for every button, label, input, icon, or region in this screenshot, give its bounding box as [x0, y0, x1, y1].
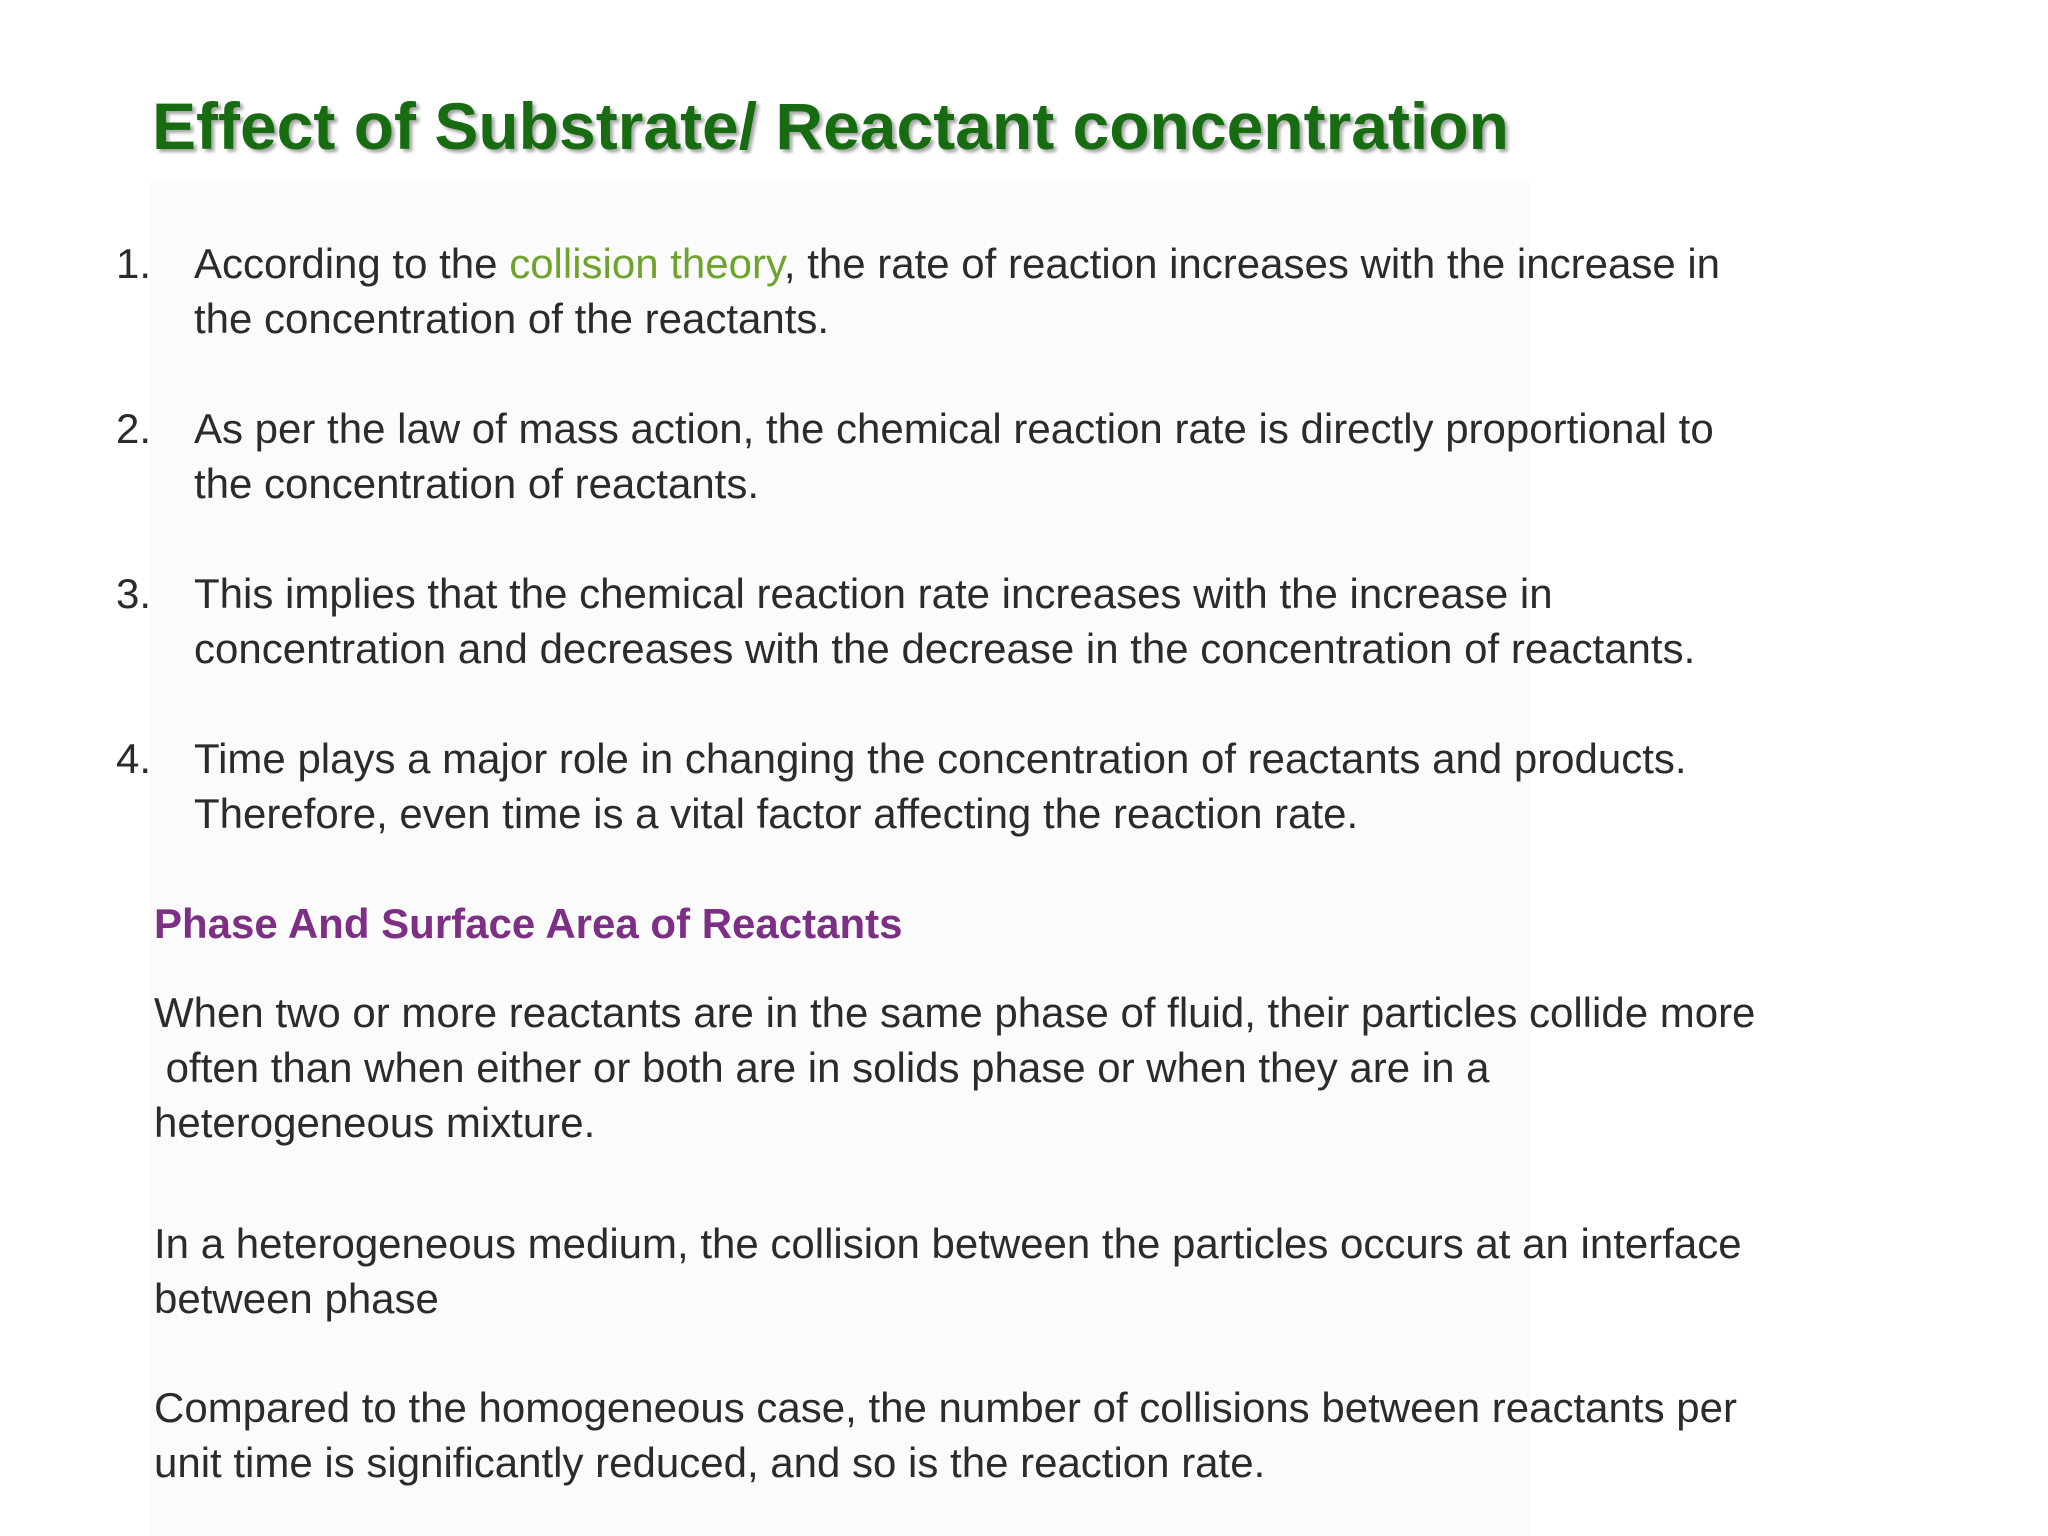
list-text: According to the	[194, 240, 510, 287]
list-item	[112, 731, 1912, 841]
paragraph-line: Compared to the homogeneous case, the number of collisions between reactants per	[154, 1384, 1737, 1431]
paragraph-line: often than when either or both are in solids phase or when they are in a	[154, 1044, 1490, 1091]
paragraph-line: In a heterogeneous medium, the collision between the particles occurs at an interface	[154, 1220, 1742, 1267]
numbered-list	[112, 236, 1912, 896]
list-item	[112, 236, 1912, 346]
paragraph	[154, 1380, 1974, 1490]
paragraph	[154, 985, 1974, 1150]
list-item-line: concentration and decreases with the decrease in the concentration of reactants.	[194, 625, 1696, 672]
list-number: 1.	[116, 240, 152, 287]
list-item-line: This implies that the chemical reaction rate increases with the increase in	[194, 570, 1553, 617]
paragraph-line: heterogeneous mixture.	[154, 1099, 596, 1146]
list-number: 2.	[116, 405, 152, 452]
list-item-line: As per the law of mass action, the chemical reaction rate is directly proportional to	[194, 405, 1714, 452]
paragraph	[154, 1216, 1974, 1326]
list-item	[112, 401, 1912, 511]
list-item-line: Time plays a major role in changing the concentration of reactants and products.	[194, 735, 1687, 782]
paragraph-line: When two or more reactants are in the same phase of fluid, their particles collide more	[154, 989, 1756, 1036]
paragraph-line: between phase	[154, 1275, 439, 1322]
list-text: , the rate of reaction increases with the increase in	[783, 240, 1721, 287]
list-number: 4.	[116, 735, 152, 782]
paragraph-line: unit time is significantly reduced, and so is the reaction rate.	[154, 1439, 1266, 1486]
slide-title: Effect of Substrate/ Reactant concentration	[152, 89, 1509, 163]
section-heading: Phase And Surface Area of Reactants	[154, 900, 903, 947]
list-item-line: the concentration of reactants.	[194, 460, 760, 507]
list-item-line: Therefore, even time is a vital factor affecting the reaction rate.	[194, 790, 1359, 837]
list-number: 3.	[116, 570, 152, 617]
list-item-line: the concentration of the reactants.	[194, 295, 830, 342]
list-item-line	[194, 236, 1912, 291]
list-item	[112, 566, 1912, 676]
collision-theory-highlight: collision theory	[509, 240, 784, 287]
